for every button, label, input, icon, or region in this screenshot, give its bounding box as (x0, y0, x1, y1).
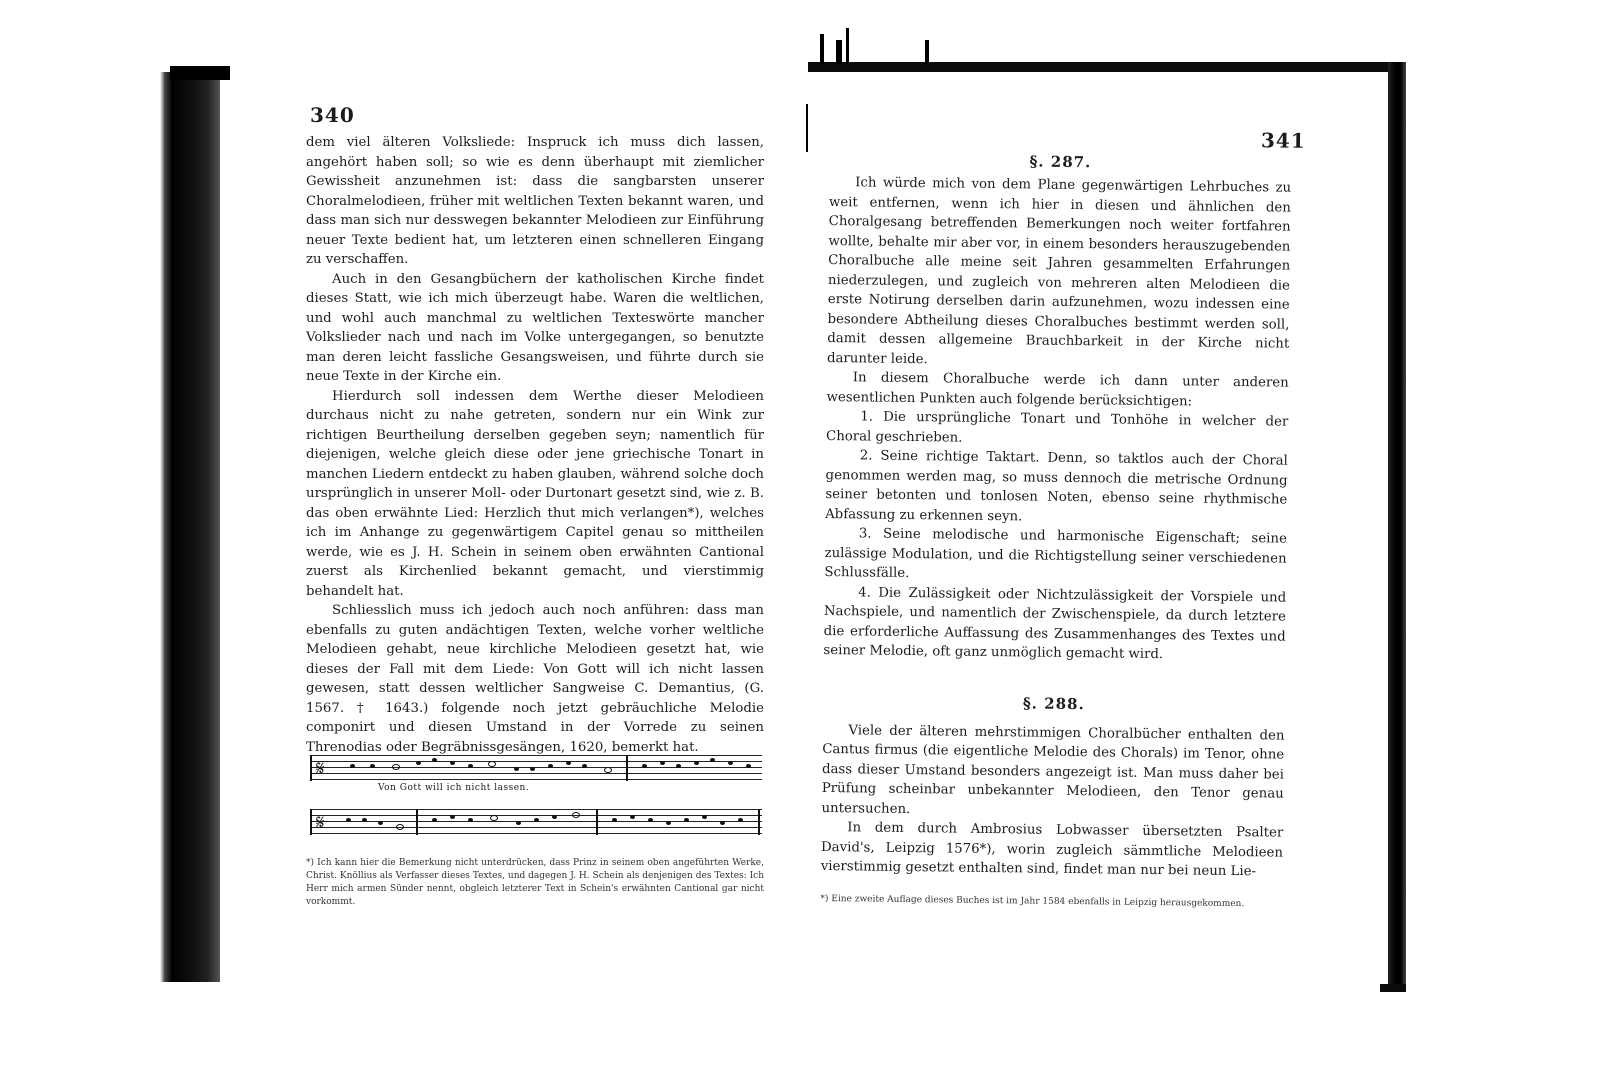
left-book-edge (160, 72, 220, 982)
paragraph: In dem durch Ambrosius Lobwasser übersetzten Psalter David's, Leipzig 1576*), worin zugleich sämmtliche Melodieen vierstimmig gesetzt enthalten sind, findet man nur bei neun Lie- (820, 820, 1284, 880)
clip-mark (836, 40, 842, 64)
music-caption: Von Gott will ich nicht lassen. (378, 783, 530, 793)
section-heading: §. 288. (1022, 693, 1085, 713)
clip-mark (806, 104, 808, 152)
paragraph: In diesem Choralbuche werde ich dann unter anderen wesentlichen Punkten auch folgende berücksichtigen: (826, 370, 1289, 409)
music-staff (310, 755, 762, 781)
footnote-text: *) Eine zweite Auflage dieses Buches ist im Jahr 1584 ebenfalls in Leipzig herausgekommen. (820, 893, 1245, 910)
clef-icon: 𝄋 (316, 810, 325, 834)
right-book-side-edge (1388, 62, 1406, 992)
paragraph: Schliesslich muss ich jedoch auch noch anführen: dass man ebenfalls zu guten andächtigen Texten, welche vorher weltliche Melodieen gehabt, neue kirchliche Melodieen gesetzt hat, wie dieses der Fall mit dem Liede: Von Gott will ich nicht lassen gewesen, statt dessen weltlicher Sangweise C. Demantius, (G. 1567. † 1643.) folgende noch jetzt gebräuchliche Melodie componirt und diesen Umstand in der Vorrede zu seinen Threnodias oder Begräbnissgesängen, 1620, bemerkt hat. (306, 603, 764, 755)
footnote-right (820, 893, 1282, 912)
clip-mark (846, 28, 849, 64)
page-number-right: 341 (1260, 128, 1306, 153)
page-number-left: 340 (310, 103, 355, 127)
left-body-text (306, 133, 764, 757)
clip-mark (925, 40, 929, 64)
left-book-top-edge (170, 66, 230, 80)
list-item: 1. Die ursprüngliche Tonart und Tonhöhe in welcher der Choral geschrieben. (825, 409, 1289, 446)
paragraph: Ich würde mich von dem Plane gegenwärtigen Lehrbuches zu weit entfernen, wenn ich hier in diesen und ähnlichen den Choralgesang betreffenden Bemerkungen noch weiter fortfahren wollte, behalte mir aber vor, in einem besonders herauszugebenden Choralbuche alle meine seit Jahren gesammelten Erfahrungen niederzulegen, und zugleich von mehreren alten Melodieen die erste Notirung derselben darin aufzunehmen, wozu indessen eine besondere Abtheilung dieses Choralbuches bestimmt werden soll, damit dessen allgemeine Brauchbarkeit in der Kirche nicht darunter leide. (826, 175, 1292, 367)
clef-icon: 𝄋 (316, 756, 325, 780)
footnote-text: *) Ich kann hier die Bemerkung nicht unterdrücken, dass Prinz in seinem oben angeführten Werke, Christ. Knöllius als Verfasser dieses Textes, und dagegen J. H. Schein als denjenigen des Textes: Ich Herr mich armen Sünder nennt, obgleich letzterer Text in Schein's erwähnten Cantional gar nicht vorkommt. (306, 858, 764, 907)
right-book-bottom-edge (1380, 984, 1406, 992)
right-book-top-edge (808, 62, 1404, 72)
right-page (820, 115, 1306, 931)
section-heading: §. 287. (1029, 152, 1092, 172)
right-body-text (821, 173, 1292, 882)
paragraph: Auch in den Gesangbüchern der katholischen Kirche findet dieses Statt, wie ich mich überzeugt habe. Waren die weltlichen, und wohl auch manchmal zu weltlichen Texteswörte mancher Volkslieder nach und nach im Volke untergegangen, so benutzte man deren leicht fassliche Gesangsweisen, und führte durch sie neue Texte in der Kirche ein. (306, 271, 764, 384)
paragraph: Viele der älteren mehrstimmigen Choralbücher enthalten den Cantus firmus (die eigentliche Melodie des Chorals) im Tenor, ohne dass dieser Umstand besonders angezeigt ist. Man muss daher bei Prüfung scheinbar unbekannter Melodieen, den Tenor genau untersuchen. (821, 722, 1285, 817)
footnote-left (306, 857, 764, 909)
list-item: 4. Die Zulässigkeit oder Nichtzulässigkeit der Vorspiele und Nachspiele, und namentlich der Zwischenspiele, da durch letztere die erforderliche Auffassung des Zusammenhanges des Textes und seiner Melodie, oft ganz unmöglich gemacht wird. (823, 584, 1287, 663)
list-item: 2. Seine richtige Taktart. Denn, so taktlos auch der Choral genommen werden mag, so muss dennoch die metrische Ordnung seiner betonten und tonlosen Noten, ebenso seine rhythmische Abfassung zu erkennen seyn. (825, 448, 1288, 524)
paragraph: dem viel älteren Volksliede: Inspruck ich muss dich lassen, angehört haben soll; so wie es denn überhaupt mit ziemlicher Gewissheit anzunehmen ist: dass die sangbarsten unserer Choralmelodieen, früher mit weltlichen Texten bekannt waren, und dass man sich nur desswegen bekannter Melodieen zur Einführung neuer Texte bedient hat, um letzteren einen schnelleren Eingang zu verschaffen. (306, 135, 764, 267)
left-page (300, 95, 770, 935)
list-item: 3. Seine melodische und harmonische Eigenschaft; seine zulässige Modulation, und die Richtigstellung seiner verschiedenen Schlussfälle. (824, 526, 1287, 582)
paragraph: Hierdurch soll indessen dem Werthe dieser Melodieen durchaus nicht zu nahe getreten, sondern nur ein Wink zur richtigen Beurtheilung derselben gegeben seyn; namentlich für diejenigen, welche gleich diese oder jene griechische Tonart in manchen Liedern entdeckt zu haben glauben, während solche doch ursprünglich in unserer Moll- oder Durtonart gesetzt sind, wie z. B. das oben erwähnte Lied: Herzlich thut mich verlangen*), welches ich im Anhange zu gegenwärtigem Capitel genau so mittheilen werde, wie es J. H. Schein in seinem oben erwähnten Cantional zuerst als Kirchenlied bekannt gemacht, und vierstimmig behandelt hat. (306, 388, 764, 599)
music-staff (310, 809, 762, 835)
clip-mark (820, 34, 824, 64)
